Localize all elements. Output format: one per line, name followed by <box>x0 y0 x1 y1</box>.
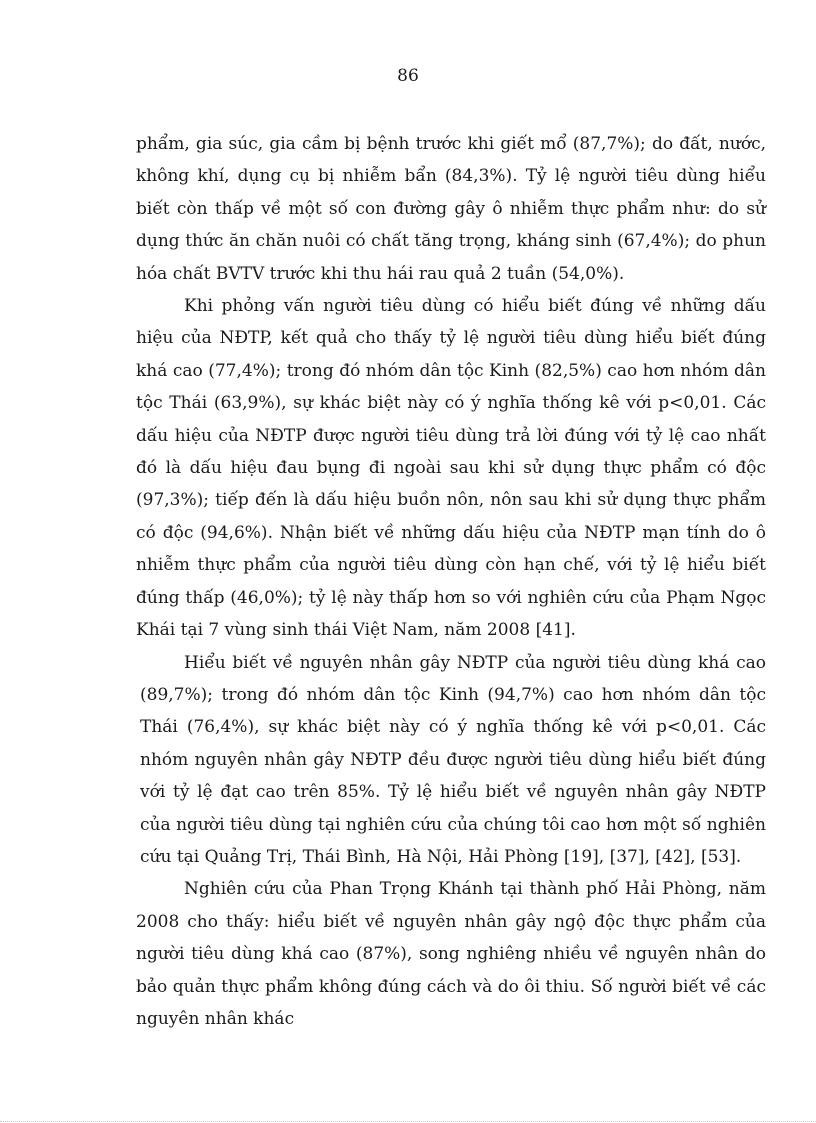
page-number: 86 <box>397 66 419 86</box>
paragraph-poisoning-causes: Hiểu biết về nguyên nhân gây NĐTP của người tiêu dùng khá cao (89,7%); trong đó nhóm dân tộc Kinh (94,7%) cao hơn nhóm dân tộc Thái (76,4%), sự khác biệt này có ý nghĩa thống kê với p<0,01. Các nhóm nguyên nhân gây NĐTP đều được người tiêu dùng hiểu biết đúng với tỷ lệ đạt cao trên 85%. Tỷ lệ hiểu biết về nguyên nhân gây NĐTP của người tiêu dùng tại nghiên cứu của chúng tôi cao hơn một số nghiên cứu tại Quảng Trị, Thái Bình, Hà Nội, Hải Phòng [19], [37], [42], [53]. <box>140 652 766 867</box>
paragraph-hai-phong-study: Nghiên cứu của Phan Trọng Khánh tại thành phố Hải Phòng, năm 2008 cho thấy: hiểu biết về nguyên nhân gây ngộ độc thực phẩm của người tiêu dùng khá cao (87%), song nghiêng nhiều về nguyên nhân do bảo quản thực phẩm không đúng cách và do ôi thiu. Số người biết về các nguyên nhân khác <box>136 879 766 1029</box>
paragraph-poisoning-signs: Khi phỏng vấn người tiêu dùng có hiểu biết đúng về những dấu hiệu của NĐTP, kết quả cho thấy tỷ lệ người tiêu dùng hiểu biết đúng khá cao (77,4%); trong đó nhóm dân tộc Kinh (82,5%) cao hơn nhóm dân tộc Thái (63,9%), sự khác biệt này có ý nghĩa thống kê với p<0,01. Các dấu hiệu của NĐTP được người tiêu dùng trả lời đúng với tỷ lệ cao nhất đó là dấu hiệu đau bụng đi ngoài sau khi sử dụng thực phẩm có độc (97,3%); tiếp đến là dấu hiệu buồn nôn, nôn sau khi sử dụng thực phẩm có độc (94,6%). Nhận biết về những dấu hiệu của NĐTP mạn tính do ô nhiễm thực phẩm của người tiêu dùng còn hạn chế, với tỷ lệ hiểu biết đúng thấp (46,0%); tỷ lệ này thấp hơn so với nghiên cứu của Phạm Ngọc Khái tại 7 vùng sinh thái Việt Nam, năm 2008 [41]. <box>136 296 766 641</box>
body-text <box>136 128 766 1035</box>
paragraph-contamination-routes: phẩm, gia súc, gia cầm bị bệnh trước khi giết mổ (87,7%); do đất, nước, không khí, dụng cụ bị nhiễm bẩn (84,3%). Tỷ lệ người tiêu dùng hiểu biết còn thấp về một số con đường gây ô nhiễm thực phẩm như: do sử dụng thức ăn chăn nuôi có chất tăng trọng, kháng sinh (67,4%); do phun hóa chất BVTV trước khi thu hái rau quả 2 tuần (54,0%). <box>136 134 766 284</box>
page-bottom-divider <box>0 1121 816 1122</box>
